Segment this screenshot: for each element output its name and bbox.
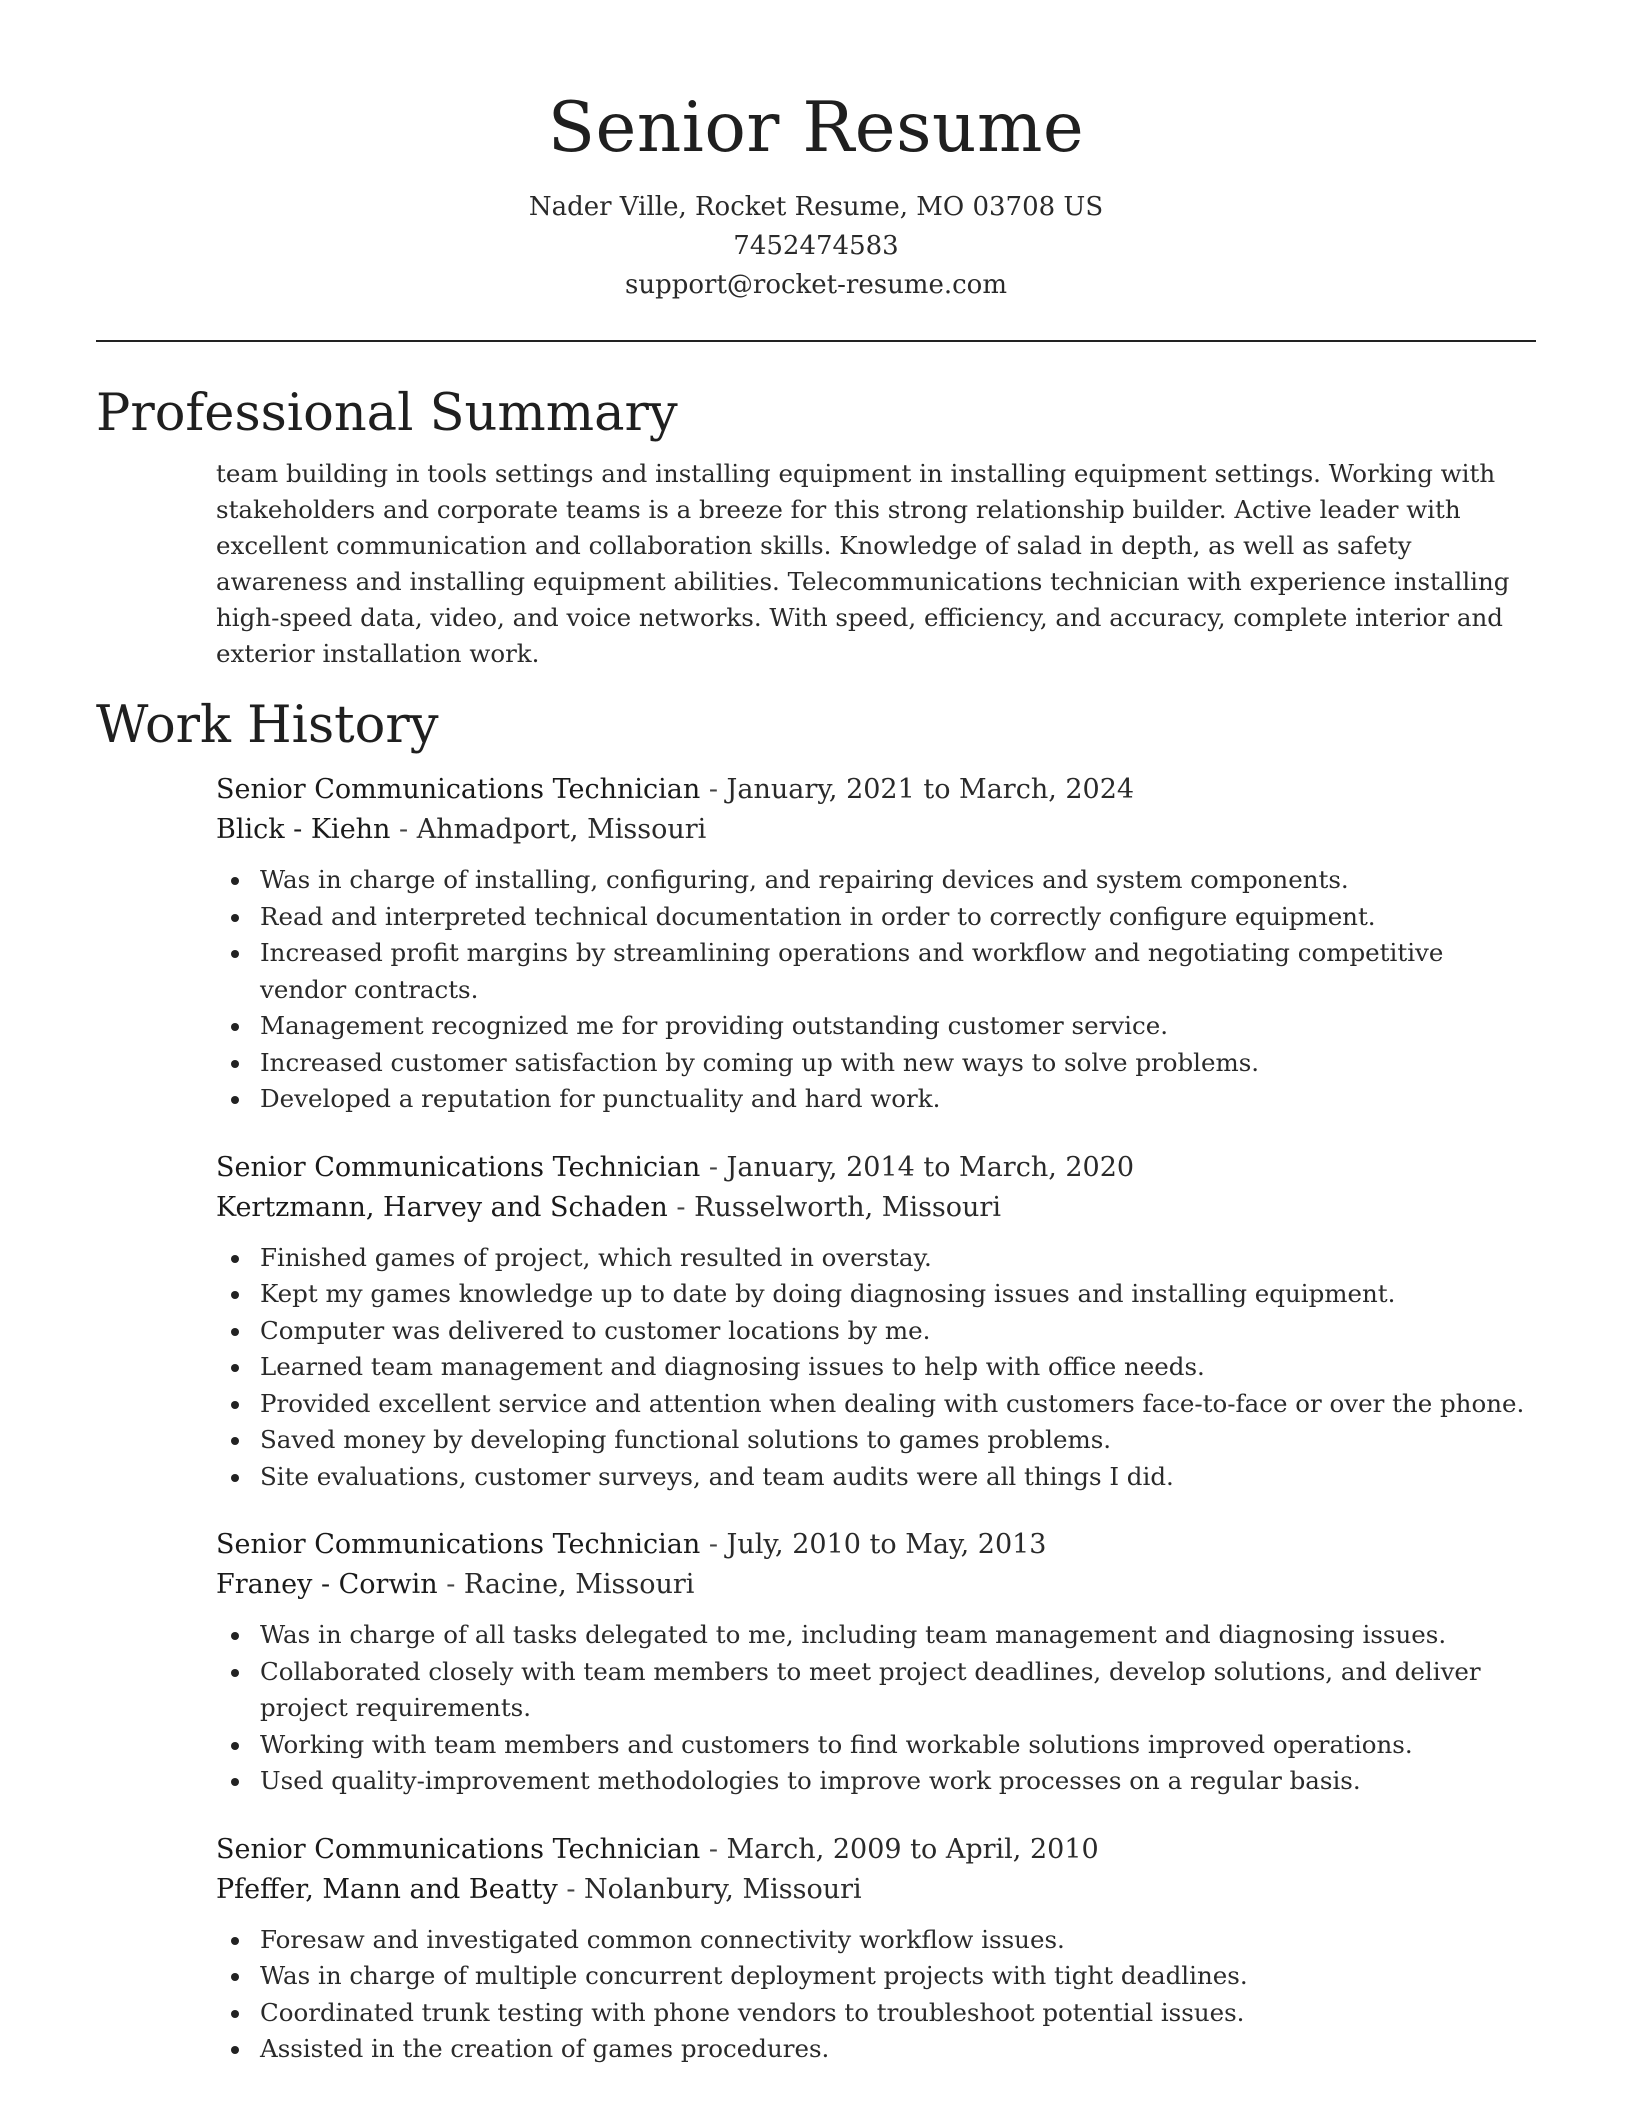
job-bullet: Saved money by developing functional solutions to games problems. [260, 1422, 1536, 1459]
job-bullet: Was in charge of all tasks delegated to me, including team management and diagnosing issues. [260, 1617, 1536, 1654]
job-bullet: Assisted in the creation of games procedures. [260, 2031, 1536, 2068]
job-bullet: Site evaluations, customer surveys, and team audits were all things I did. [260, 1459, 1536, 1496]
separator: - [667, 1191, 695, 1223]
job-company: Kertzmann, Harvey and Schaden [216, 1191, 668, 1223]
job-company-line [216, 810, 1536, 850]
header-divider [96, 340, 1536, 342]
job-entry [216, 1148, 1536, 1496]
job-bullet: Provided excellent service and attention when dealing with customers face-to-face or over the phone. [260, 1386, 1536, 1423]
email: support@rocket-resume.com [624, 270, 1007, 300]
job-entry [216, 1525, 1536, 1800]
job-role: Senior Communications Technician [216, 1529, 701, 1560]
job-bullet: Foresaw and investigated common connectivity workflow issues. [260, 1922, 1536, 1959]
job-bullet: Coordinated trunk testing with phone vendors to troubleshoot potential issues. [260, 1995, 1536, 2032]
job-role: Senior Communications Technician [216, 774, 701, 805]
job-location: Racine, Missouri [463, 1569, 695, 1600]
address: Nader Ville, Rocket Resume, MO 03708 US [528, 192, 1104, 222]
separator: - [700, 774, 727, 805]
job-role: Senior Communications Technician [216, 1833, 701, 1865]
job-entry [216, 1830, 1536, 2068]
job-bullet: Management recognized me for providing outstanding customer service. [260, 1008, 1536, 1045]
job-bullet: Developed a reputation for punctuality and hard work. [260, 1081, 1536, 1118]
job-bullet: Read and interpreted technical documentation in order to correctly configure equipment. [260, 899, 1536, 936]
job-title-line [216, 1830, 1536, 1870]
separator: - [437, 1569, 464, 1600]
job-company: Franey - Corwin [216, 1569, 438, 1600]
job-dates: January, 2021 to March, 2024 [726, 774, 1135, 805]
job-bullet-list [216, 862, 1536, 1118]
separator: - [700, 1833, 727, 1865]
job-location: Nolanbury, Missouri [584, 1873, 862, 1905]
phone: 7452474583 [733, 231, 899, 261]
job-entry [216, 770, 1536, 1118]
job-bullet: Was in charge of installing, configuring, and repairing devices and system components. [260, 862, 1536, 899]
job-dates: January, 2014 to March, 2020 [726, 1151, 1135, 1183]
resume-page [96, 0, 1536, 2068]
summary-text: team building in tools settings and installing equipment in installing equipment settings. Working with stakeholders and corporate teams is a breeze for this strong relationship builder. Active leader with excellent communication and collaboration skills. Knowledge of salad in depth, as well as safety awareness and installing equipment abilities. Telecommunications technician with experience installing high-speed data, video, and voice networks. With speed, efficiency, and accuracy, complete interior and exterior installation work. [216, 459, 1510, 668]
separator: - [390, 814, 417, 845]
contact-block [96, 188, 1536, 305]
job-title-line [216, 1148, 1536, 1188]
job-bullet: Computer was delivered to customer locations by me. [260, 1313, 1536, 1350]
job-bullet-list [216, 1617, 1536, 1800]
job-bullet: Was in charge of multiple concurrent deployment projects with tight deadlines. [260, 1958, 1536, 1995]
job-bullet: Collaborated closely with team members to meet project deadlines, develop solutions, and deliver project requirements. [260, 1654, 1536, 1727]
separator: - [700, 1529, 727, 1560]
job-title-line [216, 770, 1536, 810]
job-title-line [216, 1525, 1536, 1565]
job-bullet: Working with team members and customers to find workable solutions improved operations. [260, 1727, 1536, 1764]
job-dates: July, 2010 to May, 2013 [726, 1529, 1047, 1560]
separator: - [700, 1151, 727, 1183]
section-title-work-history: Work History [96, 696, 439, 755]
job-company-line [216, 1565, 1536, 1605]
job-company-line [216, 1870, 1536, 1910]
job-bullet: Increased customer satisfaction by coming up with new ways to solve problems. [260, 1045, 1536, 1082]
job-company: Blick - Kiehn [216, 814, 391, 845]
job-bullet-list [216, 1240, 1536, 1496]
job-bullet: Increased profit margins by streamlining operations and workflow and negotiating competitive vendor contracts. [260, 935, 1536, 1008]
job-company-line [216, 1188, 1536, 1228]
job-dates: March, 2009 to April, 2010 [726, 1833, 1099, 1865]
resume-name: Senior Resume [547, 88, 1085, 168]
job-role: Senior Communications Technician [216, 1151, 701, 1183]
job-location: Russelworth, Missouri [694, 1191, 1001, 1223]
resume-header [96, 0, 1536, 305]
job-bullet: Used quality-improvement methodologies to improve work processes on a regular basis. [260, 1763, 1536, 1800]
job-location: Ahmadport, Missouri [416, 814, 707, 845]
job-company: Pfeffer, Mann and Beatty [216, 1873, 558, 1905]
job-bullet: Kept my games knowledge up to date by doing diagnosing issues and installing equipment. [260, 1276, 1536, 1313]
section-title-summary: Professional Summary [96, 384, 678, 443]
job-bullet: Learned team management and diagnosing issues to help with office needs. [260, 1349, 1536, 1386]
job-bullet-list [216, 1922, 1536, 2068]
job-bullet: Finished games of project, which resulted in overstay. [260, 1240, 1536, 1277]
separator: - [557, 1873, 585, 1905]
work-history-list [96, 770, 1536, 2068]
